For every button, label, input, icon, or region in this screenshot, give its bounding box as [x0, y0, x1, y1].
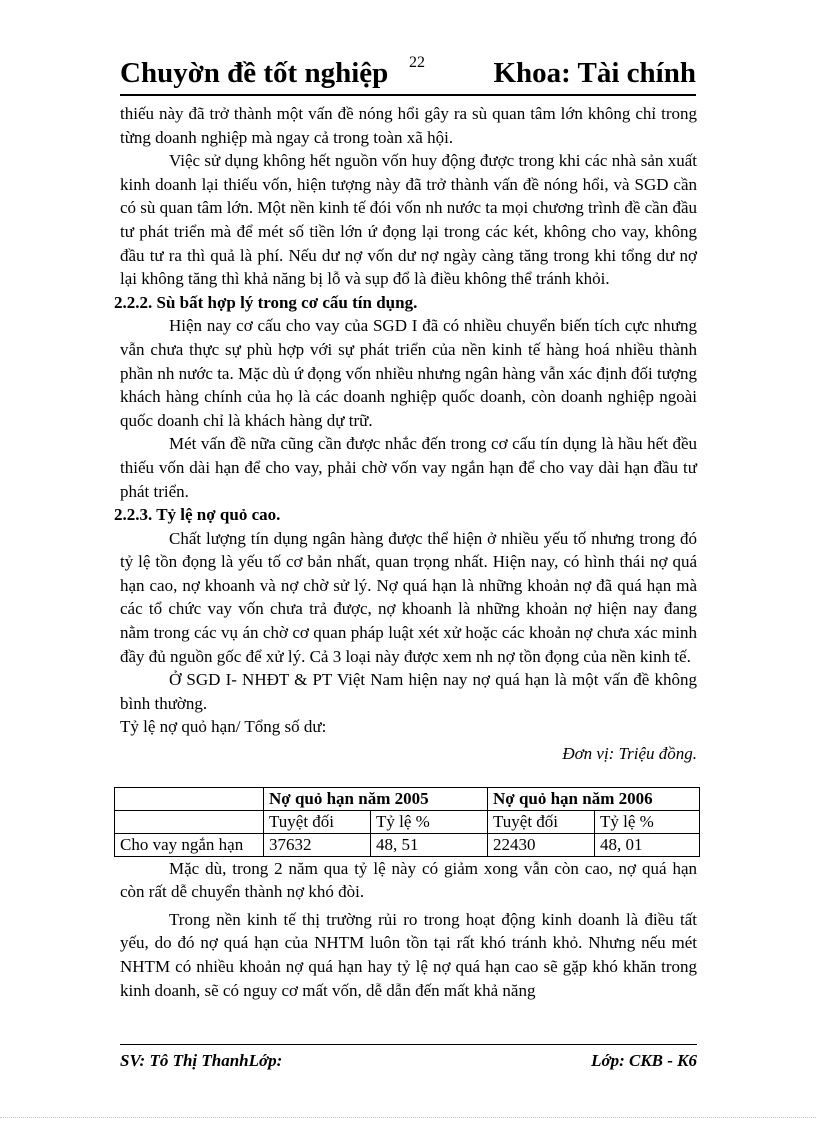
paragraph: thiếu này đã trở thành một vấn đề nóng hổi gây ra sù quan tâm lớn không chỉ trong từng doanh nghiệp mà ngay cả trong toàn xã hội. [120, 104, 697, 147]
footer-class: Lớp: CKB - K6 [591, 1051, 697, 1070]
paragraph: Mét vấn đề nữa cũng cần được nhắc đến trong cơ cấu tín dụng là hầu hết đều thiếu vốn dài hạn để cho vay, phải chờ vốn vay ngắn hạn để cho vay dài hạn đầu tư phát triển. [120, 434, 697, 501]
paragraph: Ở SGD I- NHĐT & PT Việt Nam hiện nay nợ quá hạn là một vấn đề không bình thường. [120, 670, 697, 713]
table-cell: 48, 01 [595, 833, 700, 856]
table-row-label: Cho vay ngắn hạn [115, 833, 264, 856]
header-title: Chuyờn đề tốt nghiệp [120, 57, 389, 89]
table-subheader-cell: Tỷ lệ % [371, 810, 488, 833]
table-subheader-cell: Tỷ lệ % [595, 810, 700, 833]
table-caption: Tỷ lệ nợ quỏ hạn/ Tổng số dư: [120, 717, 327, 737]
paragraph: Chất lượng tín dụng ngân hàng được thể hiện ở nhiều yếu tố nhưng trong đó tỷ lệ tồn đọng là yếu tố cơ bản nhất, quan trọng nhất. Hiện nay, có hình thái nợ quá hạn cao, nợ khoanh và nợ chờ sử lý. Nợ quá hạn là những khoản nợ đã quá hạn mà các tổ chức vay vốn chưa trả được, nợ khoanh là những khoản nợ hiện nay đang nằm trong các vụ án chờ cơ quan pháp luật xét xử hoặc các khoản nợ chưa xác minh đầy đủ nguồn gốc để xử lý. Cả 3 loại này được xem nh nợ tồn đọng của nền kinh tế. [120, 528, 697, 666]
table-cell: 37632 [264, 833, 371, 856]
paragraph: Hiện nay cơ cấu cho vay của SGD I đã có nhiều chuyển biến tích cực nhưng vẫn chưa thực sự phù hợp với sự phát triển của nền kinh tế hàng hoá nhiều thành phần nh nước ta. Mặc dù ứ đọng vốn nhiều nhưng ngân hàng vẫn xác định đối tượng khách hàng chính của họ là các doanh nghiệp quốc doanh, còn doanh nghiệp ngoài quốc doanh chỉ là khách hàng dự trữ. [120, 316, 697, 430]
section-heading: 2.2.2. Sù bất hợp lý trong cơ cấu tín dụng. [114, 292, 418, 312]
paragraph: Việc sử dụng không hết nguồn vốn huy động được trong khi các nhà sản xuất kinh doanh lại thiếu vốn, hiện tượng này đã trở thành vấn đề nóng hổi, và SGD cần có sù quan tâm lớn. Một nền kinh tế đói vốn nh nước ta mọi chương trình đề cần đầu tư phát triển mà để mét số tiền lớn ứ đọng lại trong các két, không cho vay, không đầu tư ra thì quả là phí. Nếu dư nợ vốn dư nợ ngày càng tăng trong khi tổng dư nợ lại không tăng thì khả năng bị lỗ và sụp đổ là điều không thể tránh khỏi. [120, 151, 698, 289]
paragraph: Mặc dù, trong 2 năm qua tỷ lệ này có giảm xong vẫn còn cao, nợ quá hạn còn rất dễ chuyển thành nợ khó đòi. [120, 858, 697, 902]
page-header [120, 50, 696, 96]
page-footer [120, 1044, 697, 1075]
table-cell: 22430 [488, 833, 595, 856]
body-content [114, 102, 698, 1002]
table-subheader-row [115, 810, 700, 833]
table-subheader-cell: Tuyệt đối [488, 810, 595, 833]
page-break-line [0, 1117, 816, 1118]
unit-note: Đơn vị: Triệu đồng. [562, 744, 697, 764]
table-row [115, 833, 700, 856]
table-group-header: Nợ quỏ hạn năm 2005 [264, 787, 488, 810]
table-group-header: Nợ quỏ hạn năm 2006 [488, 787, 700, 810]
header-faculty: Khoa: Tài chính [493, 57, 696, 89]
table-subheader-cell: Tuyệt đối [264, 810, 371, 833]
page-number: 22 [409, 54, 425, 71]
table-header-row [115, 787, 700, 810]
table-empty-cell [115, 810, 264, 833]
paragraph: Trong nền kinh tế thị trường rủi ro trong hoạt động kinh doanh là điều tất yếu, do đó nợ quá hạn của NHTM luôn tồn tại rất khó tránh khỏ. Nhưng nếu mét NHTM có nhiều khoản nợ quá hạn hay tỷ lệ nợ quá hạn cao sẽ gặp khó khăn trong kinh doanh, sẽ có nguy cơ mất vốn, dễ dẫn đến mất khả năng [120, 909, 697, 1000]
section-heading: 2.2.3. Tỷ lệ nợ quỏ cao. [114, 505, 281, 525]
table-corner-cell [115, 787, 264, 810]
table-cell: 48, 51 [371, 833, 488, 856]
overdue-debt-table [114, 787, 700, 857]
footer-student: SV: Tô Thị ThanhLớp: [120, 1051, 283, 1070]
